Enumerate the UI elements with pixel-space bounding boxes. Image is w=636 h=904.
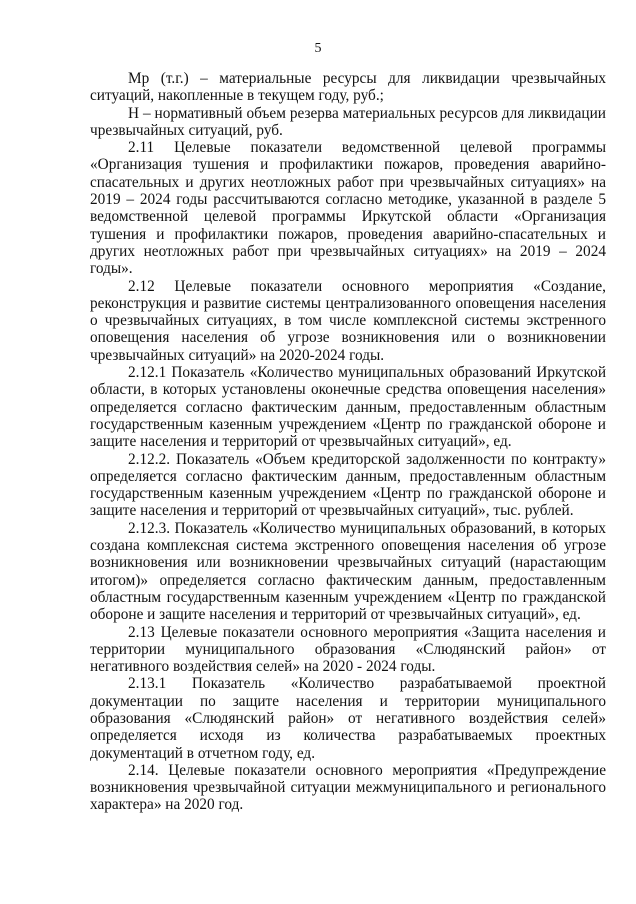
paragraph-mr-definition: Мр (т.г.) – материальные ресурсы для ликвидации чрезвычайных ситуаций, накопленные в текущем году, руб.; [90, 70, 606, 105]
paragraph-2-14: 2.14. Целевые показатели основного мероприятия «Предупреждение возникновения чрезвычайной ситуации межмуниципального и регионального характера» на 2020 год. [90, 761, 606, 814]
paragraph-n-definition: Н – нормативный объем резерва материальных ресурсов для ликвидации чрезвычайных ситуаций, руб. [90, 104, 606, 139]
paragraph-2-12-2: 2.12.2. Показатель «Объем кредиторской задолженности по контракту» определяется согласно фактическим данным, предоставленным областным государственным казенным учреждением «Центр по гражданской обороне и защите населения и территорий от чрезвычайных ситуаций», тыс. рублей. [90, 450, 606, 520]
paragraph-2-11: 2.11 Целевые показатели ведомственной целевой программы «Организация тушения и профилактики пожаров, проведения аварийно-спасательных и других неотложных работ при чрезвычайных ситуациях» на 2019 – 2024 годы рассчитываются согласно методике, указанной в разделе 5 ведомственной целевой программы Иркутской области «Организация тушения и профилактики пожаров, проведения аварийно-спасательных и других неотложных работ при чрезвычайных ситуациях» на 2019 – 2024 годы». [90, 139, 606, 278]
paragraph-2-12: 2.12 Целевые показатели основного мероприятия «Создание, реконструкция и развитие системы централизованного оповещения населения о чрезвычайных ситуациях, в том числе комплексной системы экстренного оповещения населения об угрозе возникновения или о возникновении чрезвычайных ситуаций» на 2020-2024 годы. [90, 277, 606, 364]
document-body [90, 70, 606, 814]
paragraph-2-13-1: 2.13.1 Показатель «Количество разрабатываемой проектной документации по защите населения и территории муниципального образования «Слюдянский район» от негативного воздействия селей» определяется исходя из количества разрабатываемых проектных документаций в отчетном году, ед. [90, 675, 606, 762]
paragraph-2-12-1: 2.12.1 Показатель «Количество муниципальных образований Иркутской области, в которых установлены оконечные средства оповещения населения» определяется согласно фактическим данным, предоставленным областным государственным казенным учреждением «Центр по гражданской обороне и защите населения и территорий от чрезвычайных ситуаций», ед. [90, 364, 606, 451]
page-number: 5 [314, 41, 322, 56]
paragraph-2-12-3: 2.12.3. Показатель «Количество муниципальных образований, в которых создана комплексная система экстренного оповещения населения об угрозе возникновения или возникновении чрезвычайных ситуаций (нарастающим итогом)» определяется согласно фактическим данным, предоставленным областным государственным казенным учреждением «Центр по гражданской обороне и защите населения и территорий от чрезвычайных ситуаций», ед. [90, 519, 606, 624]
paragraph-2-13: 2.13 Целевые показатели основного мероприятия «Защита населения и территории муниципального образования «Слюдянский район» от негативного воздействия селей» на 2020 - 2024 годы. [90, 623, 606, 676]
